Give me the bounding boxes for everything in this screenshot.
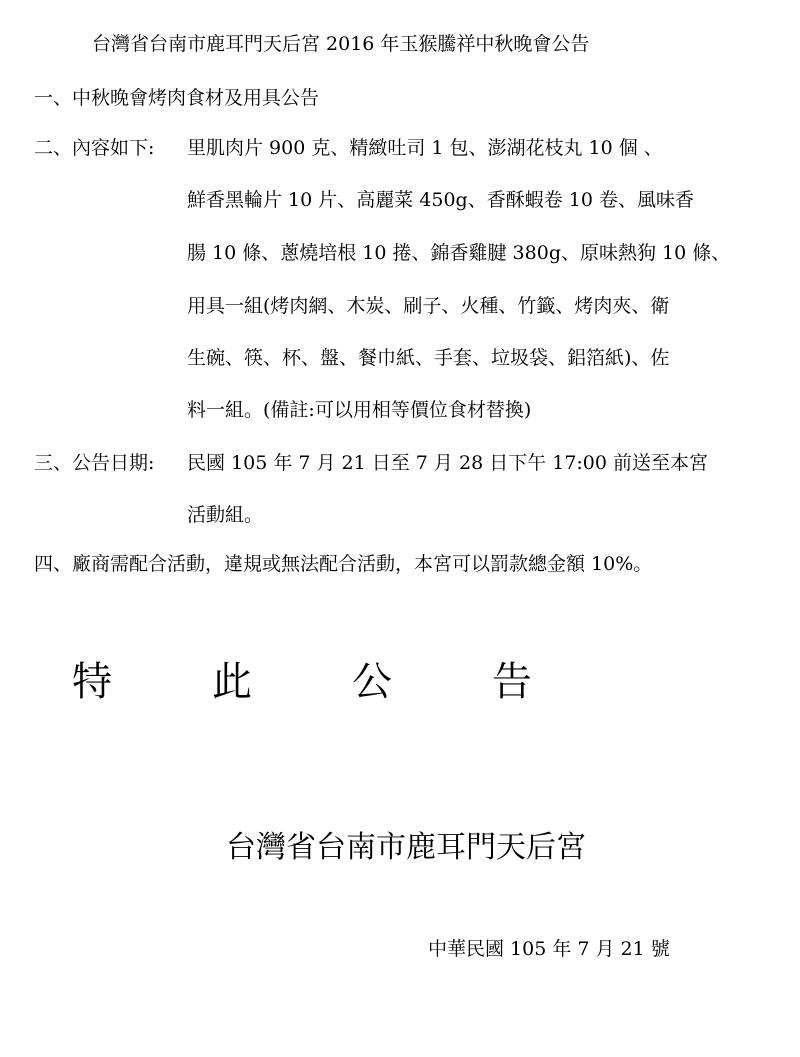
item-two-line: 腸 10 條、蔥燒培根 10 捲、錦香雞腱 380g、原味熱狗 10 條、 (187, 242, 731, 264)
closing-char: 特 (72, 659, 112, 705)
item-two-line: 里肌肉片 900 克、精緻吐司 1 包、澎湖花枝丸 10 個 、 (187, 137, 663, 159)
item-three-line: 活動組。 (187, 504, 264, 526)
item-three-line: 民國 105 年 7 月 21 日至 7 月 28 日下午 17:00 前送至本宮 (187, 452, 709, 474)
closing-char: 此 (212, 659, 252, 705)
item-two-line: 用具一組(烤肉網、木炭、刷子、火種、竹籤、烤肉夾、衛 (187, 295, 670, 317)
issuing-organization: 台灣省台南市鹿耳門天后宮 (226, 830, 586, 865)
item-three-label: 三、公告日期: (34, 452, 155, 474)
item-two-line: 鮮香黑輪片 10 片、高麗菜 450g、香酥蝦卷 10 卷、風味香 (187, 189, 694, 211)
item-four: 四、廠商需配合活動，違規或無法配合活動，本宮可以罰款總金額 10%。 (34, 553, 653, 575)
item-one: 一、中秋晚會烤肉食材及用具公告 (34, 87, 320, 109)
issue-date: 中華民國 105 年 7 月 21 號 (428, 938, 670, 960)
closing-statement (72, 657, 532, 707)
closing-char: 告 (492, 659, 532, 705)
closing-char: 公 (352, 659, 392, 705)
item-two-line: 料一組。(備註:可以用相等價位食材替換) (187, 399, 532, 421)
item-two-line: 生碗、筷、杯、盤、餐巾紙、手套、垃圾袋、鋁箔紙)、佐 (187, 347, 670, 369)
item-two-label: 二、內容如下: (34, 137, 155, 159)
document-title: 台灣省台南市鹿耳門天后宮 2016 年玉猴騰祥中秋晚會公告 (92, 33, 590, 55)
